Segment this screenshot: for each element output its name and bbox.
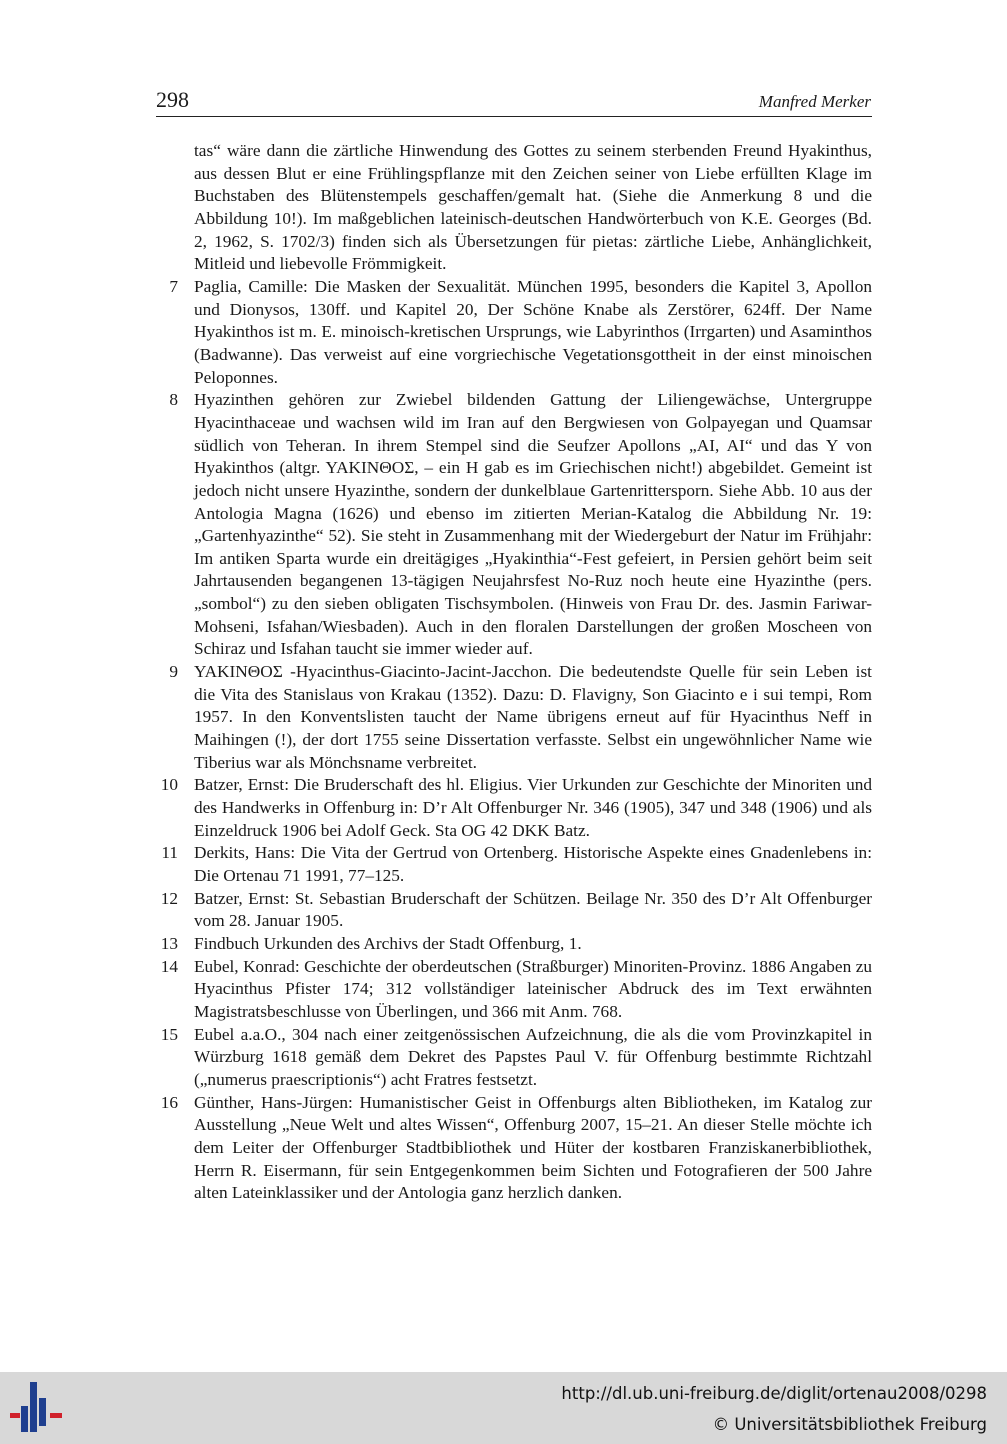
endnote-14 [150,956,872,1024]
endnote-9 [150,661,872,774]
endnote-number: 14 [160,956,178,976]
endnote-11 [150,842,872,887]
endnote-16 [150,1092,872,1205]
endnote-8 [150,389,872,661]
endnote-number: 9 [169,662,178,682]
endnote-10 [150,774,872,842]
endnote-number: 10 [160,775,178,795]
endnote-number: 8 [169,390,178,410]
endnote-number: 13 [160,933,178,953]
endnote-text: Batzer, Ernst: St. Sebastian Bruderschaft der Schützen. Beilage Nr. 350 des D’r Alt Offenburger vom 28. Januar 1905. [194,888,872,931]
copyright-notice: © Universitätsbibliothek Freiburg [712,1415,987,1434]
endnote-number: 12 [160,888,178,908]
endnotes-list [150,140,872,1205]
endnote-12 [150,888,872,933]
footer-bar [0,1372,1007,1444]
endnote-text: Hyazinthen gehören zur Zwiebel bildenden Gattung der Liliengewächse, Untergruppe Hyacinthaceae und wachsen wild im Iran auf den Bergwiesen von Golpayegan und Quamsar südlich von Teheran. In ihrem Stempel sind die Seufzer Apollons „AI, AI“ und das Y von Hyakinthos (altgr. YAKINΘOΣ, – ein H gab es im Griechischen nicht!) abgebildet. Gemeint ist jedoch nicht unsere Hyazinthe, sondern der dunkelblaue Gartenrittersporn. Siehe Abb. 10 aus der Antologia Magna (1626) und ebenso im zitierten Merian-Katalog die Abbildung Nr. 19: „Gartenhyazinthe“ 52). Sie steht in Zusammenhang mit der Wiedergeburt der Natur im Frühjahr: Im antiken Sparta wurde ein dreitägiges „Hyakinthia“-Fest gefeiert, in Persien gehört beim seit Jahrtausenden begangenen 13-tägigen Neujahrsfest No-Ruz noch heute eine Hyazinthe (pers. „sombol“) zu den sieben obligaten Tischsymbolen. (Hinweis von Frau Dr. des. Jasmin Fariwar-Mohseni, Isfahan/Wiesbaden). Auch in den floralen Darstellungen der großen Moscheen von Schiraz und Isfahan taucht sie immer wieder auf. [194,390,872,659]
endnote-continuation [150,140,872,276]
endnote-13 [150,933,872,956]
endnote-text: Derkits, Hans: Die Vita der Gertrud von Ortenberg. Historische Aspekte eines Gnadenlebens in: Die Ortenau 71 1991, 77–125. [194,843,872,885]
endnote-text: Batzer, Ernst: Die Bruderschaft des hl. Eligius. Vier Urkunden zur Geschichte der Minoriten und des Handwerks in Offenburg in: D’r Alt Offenburger Nr. 346 (1905), 347 und 348 (1906) und als Einzeldruck 1906 bei Adolf Geck. Sta OG 42 DKK Batz. [194,775,872,840]
endnote-text: Paglia, Camille: Die Masken der Sexualität. München 1995, besonders die Kapitel 3, Apollon und Dionysos, 130ff. und Kapitel 20, Der Schöne Knabe als Zerstörer, 624ff. Der Name Hyakinthos ist m. E. minoisch-kretischen Ursprungs, wie Labyrinthos (Irrgarten) und Asaminthos (Badwanne). Das verweist auf eine vorgriechische Vegetationsgottheit in der einst minoischen Peloponnes. [194,276,872,387]
endnote-number: 11 [161,843,178,863]
ub-freiburg-logo-icon [8,1382,66,1436]
endnote-7 [150,276,872,389]
endnote-text: Findbuch Urkunden des Archivs der Stadt Offenburg, 1. [194,933,582,953]
header-rule [156,116,872,117]
digital-library-link[interactable]: http://dl.ub.uni-freiburg.de/diglit/ortenau2008/0298 [561,1384,987,1403]
endnote-number: 15 [160,1024,178,1044]
endnote-text: Günther, Hans-Jürgen: Humanistischer Geist in Offenburgs alten Bibliotheken, im Katalog zur Ausstellung „Neue Welt und altes Wissen“, Offenburg 2007, 15–21. An dieser Stelle möchte ich dem Leiter der Offenburger Stadtbibliothek und Hüter der kostbaren Franziskanerbibliothek, Herrn R. Eisermann, für sein Entgegenkommen beim Sichten und Fotografieren der 500 Jahre alten Lateinklassiker und der Antologia ganz herzlich danken. [194,1092,872,1203]
running-head-author: Manfred Merker [758,92,871,111]
endnote-number: 16 [160,1092,178,1112]
endnote-text: tas“ wäre dann die zärtliche Hinwendung des Gottes zu seinem sterbenden Freund Hyakinthus, aus dessen Blut er eine Frühlingspflanze mit den Zeichen seiner von Liebe erfüllten Klage im Buchstaben des Blütenstempels geschaffen/gemalt hat. (Siehe die Anmerkung 8 und die Abbildung 10!). Im maßgeblichen lateinisch-deutschen Handwörterbuch von K.E. Georges (Bd. 2, 1962, S. 1702/3) finden sich als Übersetzungen für pietas: zärtliche Liebe, Anhänglichkeit, Mitleid und liebevolle Frömmigkeit. [194,141,872,274]
endnote-15 [150,1024,872,1092]
page-number: 298 [156,87,189,112]
endnote-text: YAKINΘOΣ -Hyacinthus-Giacinto-Jacint-Jacchon. Die bedeutendste Quelle für sein Leben ist die Vita des Stanislaus von Krakau (1352). Dazu: D. Flavigny, Son Giacinto e i sui tempi, Rom 1957. In den Konventslisten taucht der Name übrigens erneut auf für Hyacinthus Neff in Maihingen (!), der dort 1755 seine Dissertation verfasste. Selbst ein ungewöhnlicher Name wie Tiberius war als Mönchsname verbreitet. [194,662,872,772]
endnote-text: Eubel, Konrad: Geschichte der oberdeutschen (Straßburger) Minoriten-Provinz. 1886 Angaben zu Hyacinthus Pfister 174; 312 vollständiger lateinischer Abdruck des im Text erwähnten Magistratsbeschlusse von Überlingen, und 366 mit Anm. 768. [194,956,872,1021]
endnote-number: 7 [169,276,178,296]
endnote-text: Eubel a.a.O., 304 nach einer zeitgenössischen Aufzeichnung, die als die vom Provinzkapitel in Würzburg 1618 gemäß dem Dekret des Papstes Paul V. für Offenburg bestimmte Richtzahl („numerus praescriptionis“) acht Fratres festsetzt. [194,1024,872,1089]
